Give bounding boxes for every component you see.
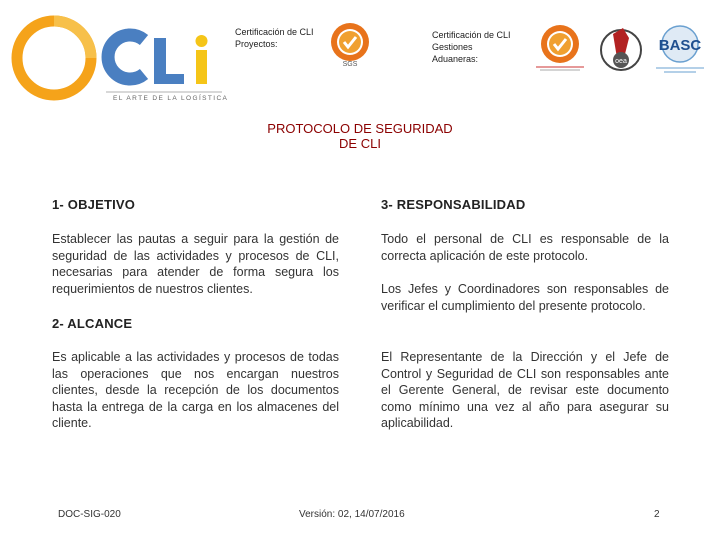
document-title xyxy=(160,121,560,151)
cert-projects-line2: Proyectos: xyxy=(235,39,278,49)
cert-projects-text xyxy=(235,26,314,50)
basc-badge xyxy=(652,24,708,76)
cert-customs-line1: Certificación de CLI xyxy=(432,30,511,40)
sgs-badge-projects xyxy=(326,20,374,68)
objetivo-heading: 1- OBJETIVO xyxy=(52,197,136,212)
cli-logo xyxy=(10,12,232,110)
oea-badge xyxy=(599,24,643,74)
basc-label: BASC xyxy=(658,37,702,54)
cert-customs-line3: Aduaneras: xyxy=(432,54,479,64)
responsabilidad-p1: Todo el personal de CLI es responsable de la correcta aplicación de este protocolo. xyxy=(381,232,669,263)
alcance-text: Es aplicable a las actividades y procesos de todas las operaciones que nos encargan nuestros clientes, desde la recepción de los documentos hasta la entrega de la carga en los almacenes del cliente. xyxy=(52,350,339,430)
cert-projects-line1: Certificación de CLI xyxy=(235,27,314,37)
page-number: 2 xyxy=(654,509,660,520)
sgs-badge-customs xyxy=(532,22,588,72)
objetivo-text: Establecer las pautas a seguir para la gestión de seguridad de las actividades y procesos de CLI, necesarias para atender de forma segura los requerimientos de nuestros clientes. xyxy=(52,232,339,296)
logo-tagline: EL ARTE DE LA LOGÍSTICA xyxy=(113,95,229,102)
oea-label: oea xyxy=(615,58,627,65)
sgs-label: SGS xyxy=(342,61,358,68)
cert-customs-text xyxy=(432,29,511,65)
responsabilidad-heading: 3- RESPONSABILIDAD xyxy=(381,197,526,212)
title-line1: PROTOCOLO DE SEGURIDAD xyxy=(267,121,453,136)
title-line2: DE CLI xyxy=(339,136,381,151)
alcance-heading: 2- ALCANCE xyxy=(52,316,133,331)
cert-customs-line2: Gestiones xyxy=(432,42,473,52)
version-text: Versión: 02, 14/07/2016 xyxy=(299,509,405,520)
responsabilidad-p3: El Representante de la Dirección y el Jefe de Control y Seguridad de CLI son responsables ante el Gerente General, de revisar este documento como mínimo una vez al año para asegurar su aplicabilidad. xyxy=(381,350,669,430)
doc-code: DOC-SIG-020 xyxy=(58,509,121,520)
responsabilidad-p2: Los Jefes y Coordinadores son responsables de verificar el cumplimiento del presente protocolo. xyxy=(381,282,669,313)
